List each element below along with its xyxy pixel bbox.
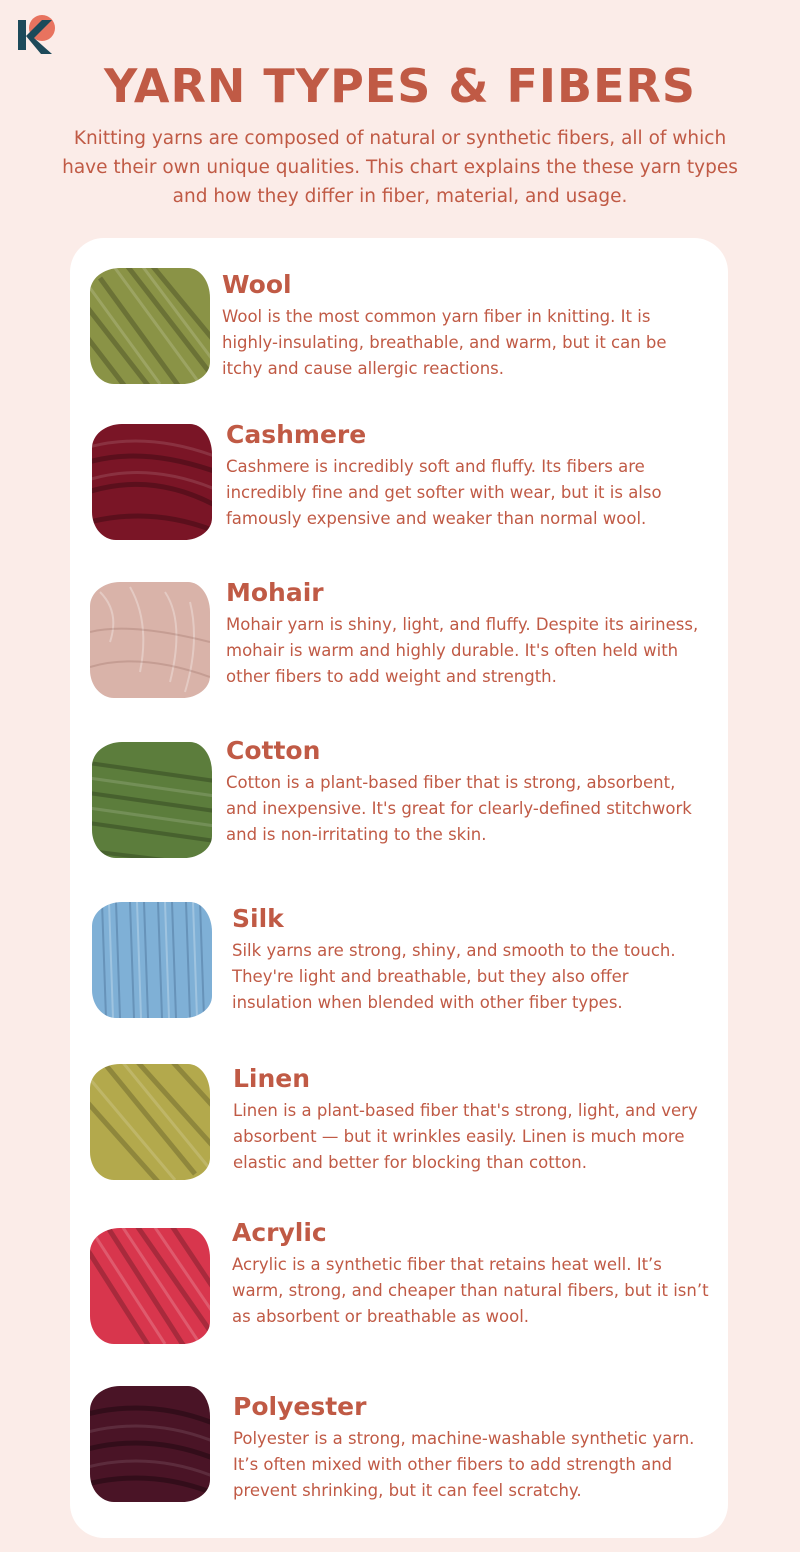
yarn-description: Cashmere is incredibly soft and fluffy. Its fibers are incredibly fine and get softer with wear, but it is also famously expensive and weaker than normal wool. [226, 457, 662, 528]
yarn-name: Polyester [233, 1392, 367, 1421]
yarn-description: Polyester is a strong, machine-washable synthetic yarn. It’s often mixed with other fibers to add strength and prevent shrinking, but it can feel scratchy. [233, 1429, 695, 1500]
acrylic-swatch-icon [90, 1228, 210, 1344]
yarn-description: Cotton is a plant-based fiber that is strong, absorbent, and inexpensive. It's great for clearly-defined stitchwork and is non-irritating to the skin. [226, 773, 692, 844]
yarn-list-card [70, 238, 728, 1538]
yarn-description: Silk yarns are strong, shiny, and smooth to the touch. They're light and breathable, but they also offer insulation when blended with other fiber types. [232, 941, 676, 1012]
polyester-swatch-icon [90, 1386, 210, 1502]
yarn-name: Linen [233, 1064, 311, 1093]
yarn-name: Wool [222, 270, 292, 299]
yarn-name: Acrylic [232, 1218, 327, 1247]
yarn-name: Mohair [226, 578, 324, 607]
mohair-swatch-icon [90, 582, 210, 698]
wool-swatch-icon [90, 268, 210, 384]
yarn-name: Silk [232, 904, 284, 933]
linen-swatch-icon [90, 1064, 210, 1180]
yarn-name: Cashmere [226, 420, 367, 449]
yarn-description: Acrylic is a synthetic fiber that retains heat well. It’s warm, strong, and cheaper than natural fibers, but it isn’t as absorbent or breathable as wool. [232, 1255, 709, 1326]
cashmere-swatch-icon [92, 424, 212, 540]
yarn-description: Linen is a plant-based fiber that's strong, light, and very absorbent — but it wrinkles easily. Linen is much more elastic and better for blocking than cotton. [233, 1101, 698, 1172]
yarn-name: Cotton [226, 736, 321, 765]
page-title: YARN TYPES & FIBERS [103, 59, 697, 113]
brand-logo-icon [12, 12, 58, 58]
yarn-description: Mohair yarn is shiny, light, and fluffy. Despite its airiness, mohair is warm and highly durable. It's often held with other fibers to add weight and strength. [226, 615, 699, 686]
mohair-swatch-fill [90, 582, 210, 698]
silk-swatch-icon [92, 902, 212, 1018]
page-subtitle: Knitting yarns are composed of natural or synthetic fibers, all of which have their own unique qualities. This chart explains the these yarn types and how they differ in fiber, material, and usage. [62, 128, 738, 207]
yarn-description: Wool is the most common yarn fiber in knitting. It is highly-insulating, breathable, and warm, but it can be itchy and cause allergic reactions. [222, 307, 667, 378]
cotton-swatch-icon [92, 742, 212, 858]
